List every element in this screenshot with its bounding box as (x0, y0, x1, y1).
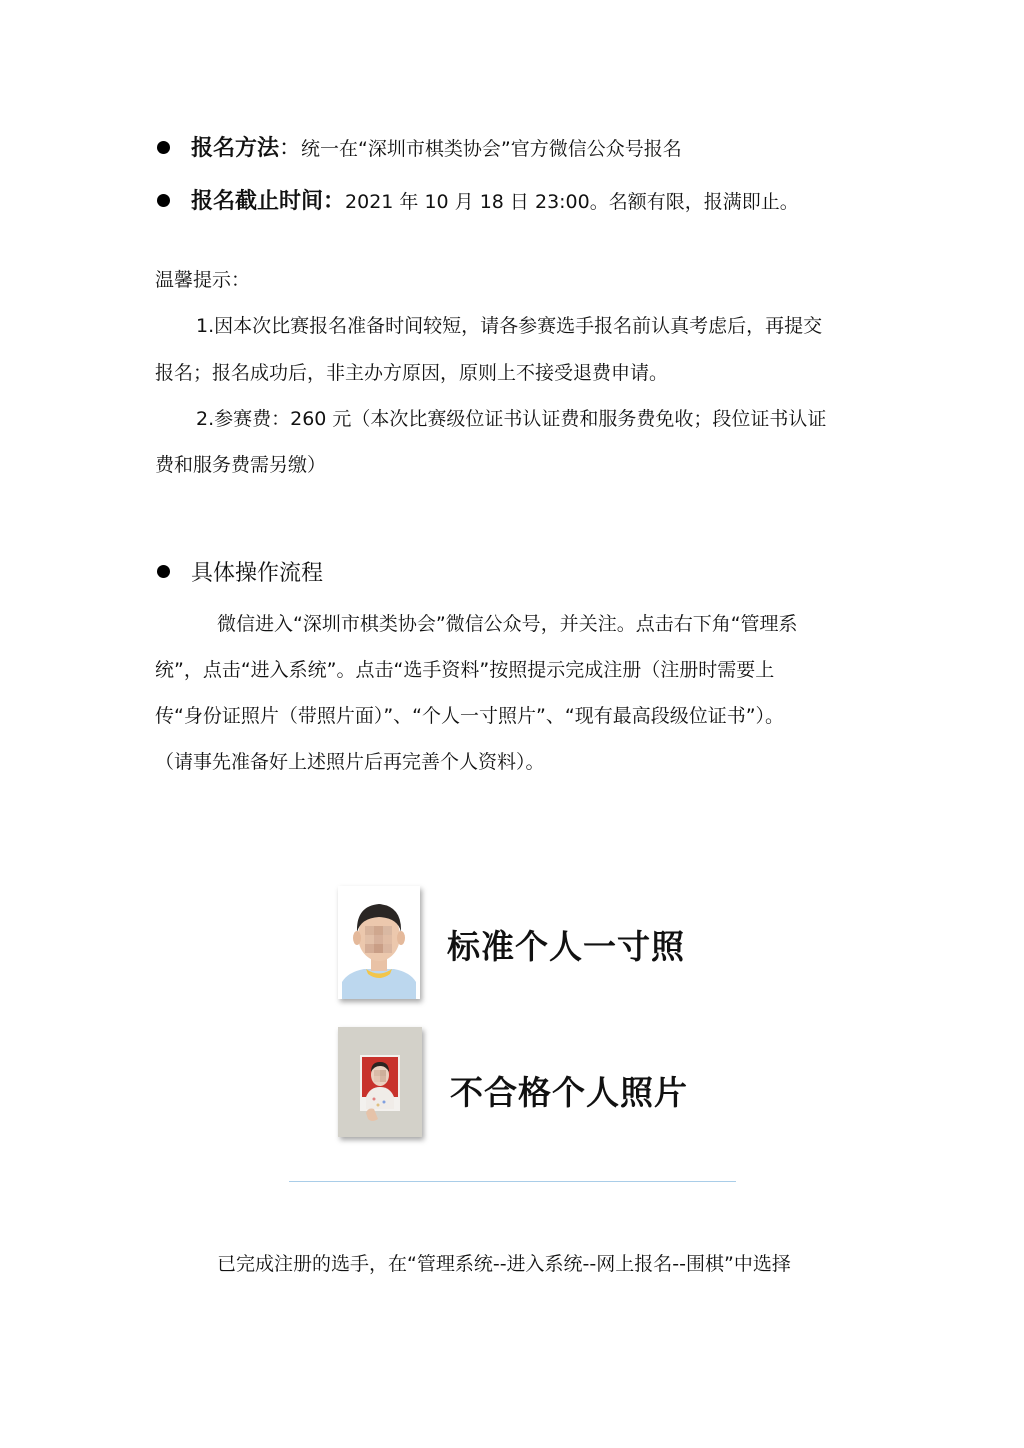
standard-photo-image (338, 886, 420, 999)
process-line-2: 统”，点击“进入系统”。点击“选手资料”按照提示完成注册（注册时需要上 (155, 659, 775, 681)
deadline-text: 2021 年 10 月 18 日 23:00。名额有限，报满即止。 (345, 191, 799, 213)
deadline-separator: ： (323, 189, 346, 214)
tip-1-line-2: 报名；报名成功后，非主办方原因，原则上不接受退费申请。 (155, 362, 669, 384)
method-separator: ： (279, 136, 302, 161)
process-line-4: （请事先准备好上述照片后再完善个人资料）。 (155, 751, 545, 773)
invalid-photo-image (338, 1027, 422, 1137)
standard-photo-label: 标准个人一寸照 (447, 927, 685, 966)
held-photo-icon (338, 1027, 422, 1137)
process-line-1: 微信进入“深圳市棋类协会”微信公众号，并关注。点击右下角“管理系 (217, 613, 798, 635)
process-line-3: 传“身份证照片（带照片面）”、“个人一寸照片”、“现有最高段级位证书”）。 (155, 705, 785, 727)
tips-title: 温馨提示： (155, 269, 251, 291)
method-text: 统一在“深圳市棋类协会”官方微信公众号报名 (301, 138, 682, 160)
divider-line (289, 1181, 736, 1182)
method-label: 报名方法 (191, 136, 280, 161)
tip-2-line-1: 2.参赛费：260 元（本次比赛级位证书认证费和服务费免收；段位证书认证 (196, 408, 827, 430)
footer-line-1: 已完成注册的选手，在“管理系统--进入系统--网上报名--围棋”中选择 (217, 1253, 791, 1275)
tip-2-line-2: 费和服务费需另缴） (155, 454, 327, 476)
bullet-icon (157, 194, 170, 207)
process-title: 具体操作流程 (191, 561, 324, 586)
bullet-icon (157, 565, 170, 578)
bullet-icon (157, 141, 170, 154)
registration-method-row (191, 131, 682, 162)
invalid-photo-label: 不合格个人照片 (450, 1073, 688, 1112)
registration-deadline-row (191, 184, 799, 215)
deadline-label: 报名截止时间 (191, 189, 324, 214)
child-portrait-icon (338, 886, 420, 999)
tip-1-line-1: 1.因本次比赛报名准备时间较短，请各参赛选手报名前认真考虑后，再提交 (196, 315, 823, 337)
